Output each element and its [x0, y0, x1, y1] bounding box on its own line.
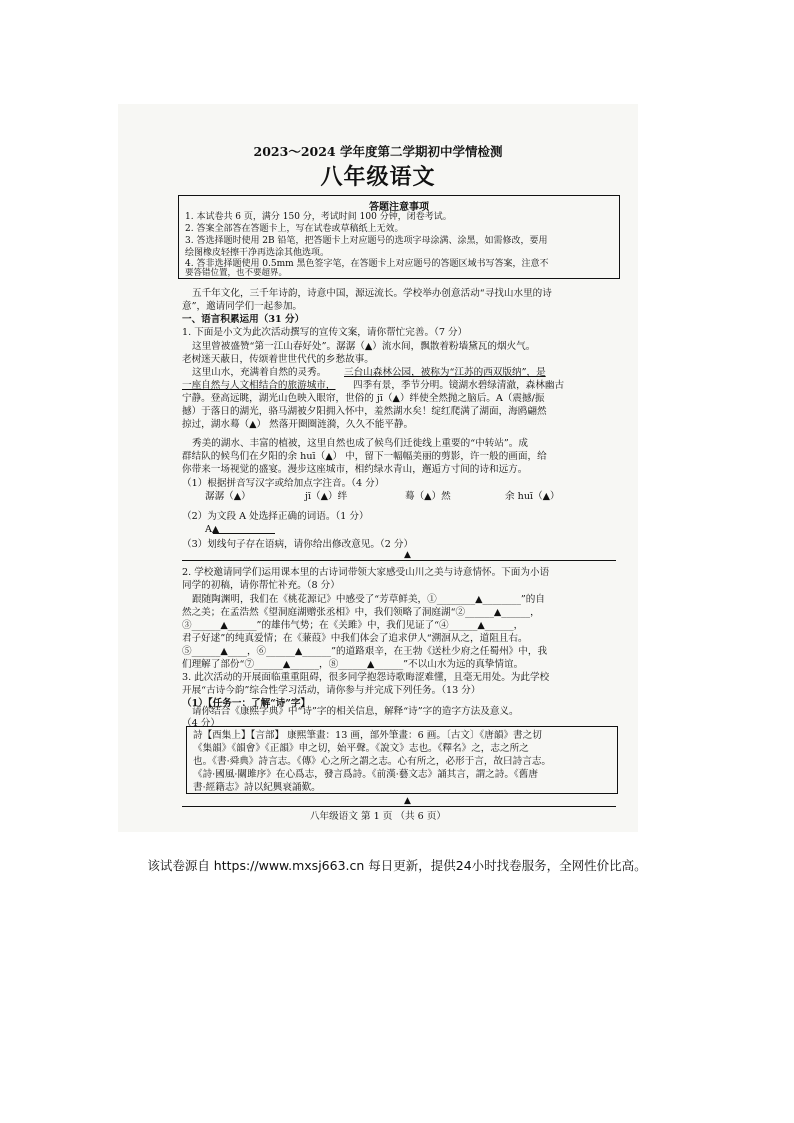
kangxi-dictionary-box: [186, 726, 618, 794]
reference-line: 《集韻》《韻會》《正韻》申之切，始平聲。《說文》志也。《釋名》之，志之所之: [193, 743, 529, 754]
answer-line: [182, 560, 616, 561]
answer-blank: 余 huī（▲）: [505, 491, 560, 502]
task-1-prompt: 请你结合《康熙字典》中“诗”字的相关信息，解释“诗”字的造字方法及意义。: [192, 706, 519, 717]
reference-line: 也。《書·舜典》詩言志。《傳》心之所之謂之志。心有所之，必形于言，故曰詩言志。: [193, 756, 552, 767]
passage-line: 四季有景，季节分明。镜湖水碧绿清澈，森林幽古: [353, 380, 565, 391]
source-watermark: 该试卷源自 https://www.mxsj663.cn 每日更新，提供24小时找卷服务，全网性价比高。: [147, 858, 647, 873]
notice-title: 答题注意事项: [369, 202, 429, 213]
sub-question-3: （3）划线句子存在语病，请你给出修改意见。（2 分）: [182, 539, 414, 550]
answer-line: [213, 533, 275, 534]
intro-line: 意”，邀请同学们一起参加。: [182, 301, 303, 312]
answer-blank: jī（▲）绊: [305, 491, 348, 502]
notice-item: 4. 答非选择题使用 0.5mm 黑色签字笔，在答题卡上对应题号的答题区域书写答案，注意不: [185, 259, 549, 269]
passage-line: 掠过，湖水蓦（▲） 然落开圈圈涟漪，久久不能平静。: [182, 419, 414, 430]
question-2-stem: 同学的初稿，请你帮忙补充。（8 分）: [182, 580, 340, 591]
notice-item: 2. 答案全部答在答题卡上，写在试卷或草稿纸上无效。: [185, 224, 404, 234]
sub-question-1: （1）根据拼音写汉字或给加点字注音。（4 分）: [182, 478, 385, 489]
underlined-sentence: 一座自然与人文相结合的旅游城市，: [182, 380, 336, 391]
notice-item: 要答错位置，也不要超界。: [185, 268, 288, 278]
question-1-stem: 1. 下面是小文为此次活动撰写的宣传文案，请你帮忙完善。（7 分）: [182, 327, 468, 338]
notice-item: 绘图橡皮轻擦干净再选涂其他选项。: [185, 248, 330, 258]
section-heading: 一、语言积累运用（31 分）: [182, 314, 305, 325]
intro-line: 五千年文化，三千年诗韵，诗意中国，源远流长。学校举办创意活动“寻找山水里的诗: [192, 288, 552, 299]
passage-line: 秀美的湖水、丰富的植被，这里自然也成了候鸟们迁徙线上重要的“中转站”。成: [192, 438, 528, 449]
passage-line: 撼）于落日的湖光，骆马湖被夕阳拥入怀中，羞然湖水矣！绽红爬满了湖面，海鸥翩然: [182, 406, 547, 417]
answer-mark: ▲: [404, 796, 411, 806]
exam-title: 2023～2024 学年度第二学期初中学情检测: [253, 144, 503, 159]
question-2-line: ③______▲______”的雄伟气势；在《关雎》中，我们见证了“④______▲______，: [182, 620, 524, 631]
answer-line: [182, 806, 616, 807]
task-1-heading: （1）【任务一：了解“诗”字】: [182, 698, 311, 709]
question-2-line: 跟随陶渊明，我们在《桃花源记》中感受了“芳草鲜美，①________▲________”的自: [192, 594, 545, 605]
question-3-stem: 开展“古诗今韵”综合性学习活动，请你参与并完成下列任务。（13 分）: [182, 685, 481, 696]
reference-line: 詩【酉集上】【言部】 康熙筆畫：13 画，部外筆畫：6 画。〔古文〕《唐韻》書之切: [193, 730, 542, 741]
passage-line: 你带来一场视觉的盛宴。漫步这座城市，相约绿水青山，邂逅方寸间的诗和远方。: [182, 464, 528, 475]
sub-question-2: （2）为文段 A 处选择正确的词语。（1 分）: [182, 511, 369, 522]
passage-line: 这里山水，充满着自然的灵秀。: [192, 367, 327, 378]
passage-line: 宁静。登高远眺，湖光山色映入眼帘，世俗的 jī（▲）绊使全然抛之脑后。A（震撼/振: [182, 393, 545, 404]
reference-line: 《詩·國風·關雎序》在心爲志，發言爲詩。《前漢·藝文志》誦其言，謂之詩。《舊唐: [193, 769, 538, 780]
underlined-sentence: 三台山森林公园，被称为“江苏的西双版纳”，是: [344, 367, 546, 378]
notice-item: 3. 答选择题时使用 2B 铅笔，把答题卡上对应题号的选项字母涂满、涂黑，如需修改，要用: [185, 236, 548, 246]
notice-box: [178, 195, 620, 279]
question-2-line: 们理解了部份“⑦______▲______，⑧______▲______”不以山水为远的真挚情谊。: [182, 659, 524, 670]
passage-line: 老树迷天蔽日，传颂着世世代代的乡愁故事。: [182, 354, 374, 365]
question-2-line: ⑤______▲____，⑥______▲______”的道路艰辛，在王勃《送杜少府之任蜀州》中，我: [182, 646, 548, 657]
question-2-line: 君子好逑”的纯真爱情；在《蒹葭》中我们体会了追求伊人“溯洄从之，道阻且右。: [182, 633, 528, 644]
question-2-stem: 2. 学校邀请同学们运用课本里的古诗词带领大家感受山川之美与诗意情怀。下面为小语: [182, 567, 550, 578]
answer-mark: ▲: [404, 550, 411, 560]
task-1-prompt: （4 分）: [182, 718, 220, 729]
question-2-line: 然之美；在孟浩然《望洞庭湖赠张丞相》中，我们领略了洞庭湖“②______▲______，: [182, 607, 540, 618]
answer-blank: 潺潺（▲）: [205, 491, 251, 502]
page-footer: 八年级语文 第 1 页 （共 6 页）: [309, 811, 447, 822]
question-3-stem: 3. 此次活动的开展面临重重阻碍，很多同学抱怨诗歌晦涩难懂，且毫无用处。为此学校: [182, 672, 550, 683]
notice-item: 1. 本试卷共 6 页，满分 150 分，考试时间 100 分钟，闭卷考试。: [185, 212, 452, 222]
answer-blank: 蓦（▲）然: [405, 491, 451, 502]
reference-line: 書·經籍志》詩以紀興衰誦歎。: [193, 782, 321, 793]
answer-blank: A▲: [205, 524, 220, 535]
exam-subject: 八年级语文: [320, 164, 436, 190]
passage-line: 这里曾被盛赞“第一江山春好处”。潺潺（▲）流水间，飘散着粉墙黛瓦的烟火气。: [192, 341, 536, 352]
passage-line: 群结队的候鸟们在夕阳的余 huī（▲） 中，留下一幅幅美丽的剪影，许一般的画面，给: [182, 451, 547, 462]
